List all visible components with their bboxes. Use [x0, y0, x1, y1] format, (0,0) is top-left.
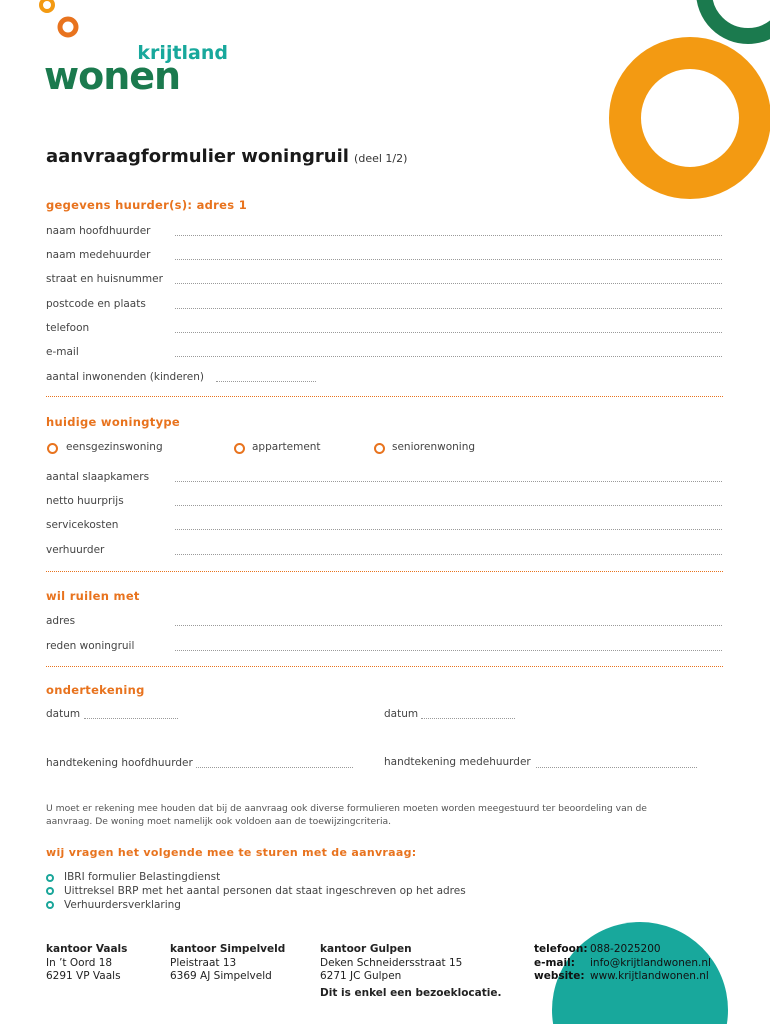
signature-field-co[interactable]: [536, 767, 697, 768]
bullet-icon: [46, 901, 54, 909]
office-street: Pleistraat 13: [170, 956, 237, 969]
section-heading-signing: ondertekening: [46, 683, 145, 697]
orange-ring: [625, 53, 755, 183]
radio-appartement[interactable]: [234, 443, 245, 454]
bullet-icon: [46, 874, 54, 882]
input-line[interactable]: [175, 625, 722, 626]
input-line[interactable]: [175, 235, 722, 236]
field-label: naam medehuurder: [46, 249, 151, 261]
logo-text-top: krijtland: [137, 42, 228, 64]
office-name: kantoor Vaals: [46, 943, 128, 955]
list-item: Uittreksel BRP met het aantal personen dat staat ingeschreven op het adres: [64, 885, 466, 897]
notice-line-1: U moet er rekening mee houden dat bij de aanvraag ook diverse formulieren moeten worden meegestuurd ter beoordeling van de: [46, 803, 647, 814]
input-line[interactable]: [175, 554, 722, 555]
office-city: 6271 JC Gulpen: [320, 970, 402, 982]
field-label: adres: [46, 615, 76, 627]
green-ring: [704, 0, 770, 36]
radio-seniorenwoning[interactable]: [374, 443, 385, 454]
contact-label: website:: [534, 970, 585, 982]
contact-label: telefoon:: [534, 943, 588, 955]
input-line[interactable]: [175, 259, 722, 260]
office-note: Dit is enkel een bezoeklocatie.: [320, 986, 502, 999]
input-line[interactable]: [175, 650, 722, 651]
input-line[interactable]: [175, 529, 722, 530]
title-text: aanvraagformulier woningruil: [46, 146, 349, 167]
logo: [44, 42, 234, 102]
section-divider: [46, 666, 723, 667]
contact-label: e-mail:: [534, 956, 575, 969]
section-heading-swap: wil ruilen met: [46, 589, 140, 603]
date-label-left: datum: [46, 708, 81, 720]
signature-field-main[interactable]: [196, 767, 353, 768]
input-line[interactable]: [175, 308, 722, 309]
office-vaals: [46, 943, 127, 984]
office-street: Deken Schneidersstraat 15: [320, 956, 463, 969]
option-label-appartement: appartement: [252, 441, 321, 453]
bullet-icon: [46, 887, 54, 895]
section-divider: [46, 571, 723, 572]
radio-eensgezinswoning[interactable]: [47, 443, 58, 454]
option-label-eensgezinswoning: eensgezinswoning: [66, 441, 163, 453]
list-item: Verhuurdersverklaring: [64, 899, 181, 911]
office-name: kantoor Simpelveld: [170, 943, 286, 955]
field-label: servicekosten: [46, 519, 119, 531]
signature-label-co: handtekening medehuurder: [384, 756, 531, 768]
section-heading-housing: huidige woningtype: [46, 415, 181, 429]
field-label: netto huurprijs: [46, 495, 124, 507]
field-label: telefoon: [46, 322, 90, 334]
field-label: e-mail: [46, 346, 79, 358]
date-field-left[interactable]: [84, 718, 178, 719]
office-city: 6369 AJ Simpelveld: [170, 970, 272, 982]
notice-line-2: aanvraag. De woning moet namelijk ook voldoen aan de toewijzingcriteria.: [46, 816, 392, 827]
field-label: aantal slaapkamers: [46, 471, 150, 483]
logo-text-bottom: wonen: [44, 54, 181, 98]
input-line[interactable]: [175, 356, 722, 357]
field-label: verhuurder: [46, 544, 105, 556]
date-field-right[interactable]: [421, 718, 515, 719]
contact-phone: 088-2025200: [590, 943, 661, 955]
list-item: IBRI formulier Belastingdienst: [64, 871, 221, 883]
input-line[interactable]: [175, 332, 722, 333]
field-label: straat en huisnummer: [46, 273, 163, 285]
field-label: naam hoofdhuurder: [46, 225, 151, 237]
office-street: In ’t Oord 18: [46, 956, 113, 969]
logo-dots: [41, 0, 76, 35]
contact-website[interactable]: www.krijtlandwonen.nl: [590, 970, 709, 982]
signature-label-main: handtekening hoofdhuurder: [46, 757, 193, 769]
section-divider: [46, 396, 723, 397]
date-label-right: datum: [384, 708, 419, 720]
office-gulpen: [320, 943, 501, 1000]
page-title: [46, 146, 407, 167]
office-name: kantoor Gulpen: [320, 943, 412, 955]
field-label: aantal inwonenden (kinderen): [46, 371, 204, 383]
input-line[interactable]: [175, 283, 722, 284]
input-line[interactable]: [216, 381, 316, 382]
attachments-heading: wij vragen het volgende mee te sturen met de aanvraag:: [46, 846, 417, 859]
option-label-seniorenwoning: seniorenwoning: [392, 441, 476, 453]
title-subtitle: (deel 1/2): [354, 152, 408, 165]
contact-email[interactable]: info@krijtlandwonen.nl: [590, 956, 711, 969]
office-city: 6291 VP Vaals: [46, 970, 121, 982]
section-heading-tenant: gegevens huurder(s): adres 1: [46, 198, 248, 212]
field-label: reden woningruil: [46, 640, 135, 652]
office-simpelveld: [170, 943, 285, 984]
input-line[interactable]: [175, 505, 722, 506]
field-label: postcode en plaats: [46, 298, 146, 310]
input-line[interactable]: [175, 481, 722, 482]
notice-text: [46, 802, 647, 828]
contact-info: [534, 943, 711, 984]
